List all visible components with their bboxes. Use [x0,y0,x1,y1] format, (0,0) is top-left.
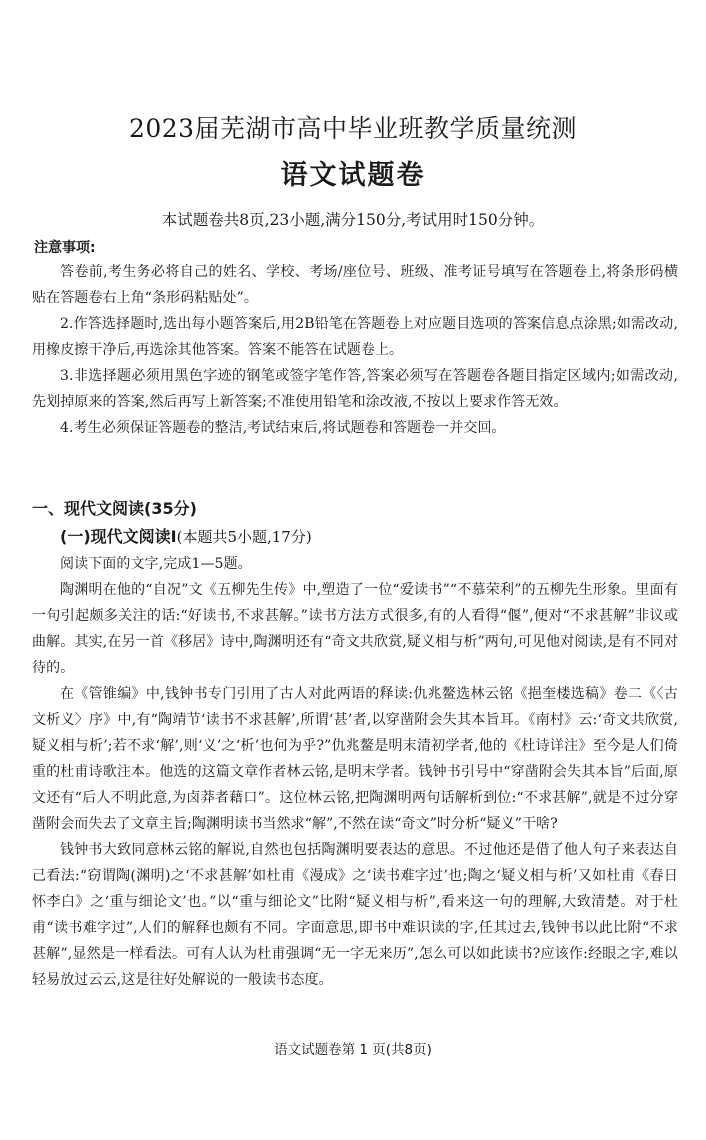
notice-item-3: 3.非选择题必须用黑色字迹的钢笔或签字笔作答,答案必须写在答题卷各题目指定区域内;如需改动,先划掉原来的答案,然后再写上新答案;不准使用铅笔和涂改液,不按以上要求作答无效。 [32,368,678,410]
exam-subject-title: 语文试题卷 [280,160,426,191]
notice-label: 注意事项: [34,240,96,256]
notice-item-2: 2.作答选择题时,选出每小题答案后,用2B铅笔在答题卷上对应题目选项的答案信息点涂黑;如需改动,用橡皮擦干净后,再选涂其他答案。答案不能答在试题卷上。 [32,316,678,358]
passage-paragraph-3: 钱钟书大致同意林云铭的解说,自然也包括陶渊明要表达的意思。不过他还是借了他人句子来表达自己看法:“窃谓陶(渊明)之‘不求甚解’如杜甫《漫成》之‘读书难字过’也;陶之‘疑义相与析’又如杜甫《春日怀李白》之‘重与细论文’也。”以“重与细论文”比附“疑义相与析”,看来这一句的理解,大致清楚。对于杜甫“读书难字过”,人们的解释也颇有不同。字面意思,即书中难识读的字,任其过去,钱钟书以此比附“不求甚解”,显然是一样看法。可有人认为杜甫强调“无一字无来历”,怎么可以如此读书?应该作:经眼之字,难以轻易放过云云,这是往好处解说的一般读书态度。 [32,842,678,988]
subsection-title-bold: (一)现代文阅读Ⅰ [60,527,177,546]
passage-paragraph-1: 陶渊明在他的“自况”文《五柳先生传》中,塑造了一位“爱读书”“不慕荣利”的五柳先生形象。里面有一句引起颇多关注的话:“好读书,不求甚解。”读书方法方式很多,有的人看得“偃”,便对“不求甚解”非议或曲解。其实,在另一首《移居》诗中,陶渊明还有“奇文共欣赏,疑义相与析”两句,可见他对阅读,是有不同对待的。 [32,582,678,676]
exam-title: 2023届芜湖市高中毕业班教学质量统测 [128,114,578,143]
reading-passage [32,551,678,993]
page-footer: 语文试题卷第 1 页(共8页) [274,1042,432,1058]
notice-list [32,259,678,441]
section-title: 一、现代文阅读(35分) [32,499,197,518]
reading-instruction: 阅读下面的文字,完成1—5题。 [60,556,252,572]
notice-item-4: 4.考生必须保证答题卷的整洁,考试结束后,将试题卷和答题卷一并交回。 [60,420,506,436]
subsection-title [60,525,312,549]
passage-paragraph-2: 在《管锥编》中,钱钟书专门引用了古人对此两语的释读:仇兆鳌选林云铭《挹奎楼选稿》卷二《〈古文析义〉序》中,有“陶靖节‘读书不求甚解’,所谓‘甚’者,以穿凿附会失其本旨耳。《南村》云:‘奇文共欣赏,疑义相与析’;若不求‘解’,则‘义’之‘析’也何为乎?”仇兆鳌是明末清初学者,他的《杜诗详注》至今是人们倚重的杜甫诗歌注本。他选的这篇文章作者林云铭,是明末学者。钱钟书引号中“穿凿附会失其本旨”后面,原文还有“后人不明此意,为卤莽者藉口”。这位林云铭,把陶渊明两句话解析到位:“不求甚解”,就是不过分穿凿附会而失去了文章主旨;陶渊明读书当然求“解”,不然在读“奇文”时分析“疑义”干啥? [32,686,678,832]
exam-info: 本试题卷共8页,23小题,满分150分,考试用时150分钟。 [161,211,545,229]
subsection-title-note: (本题共5小题,17分) [176,528,312,546]
notice-item-1: 答卷前,考生务必将自己的姓名、学校、考场/座位号、班级、准考证号填写在答题卷上,将条形码横贴在答题卷右上角“条形码粘贴处”。 [32,264,678,306]
